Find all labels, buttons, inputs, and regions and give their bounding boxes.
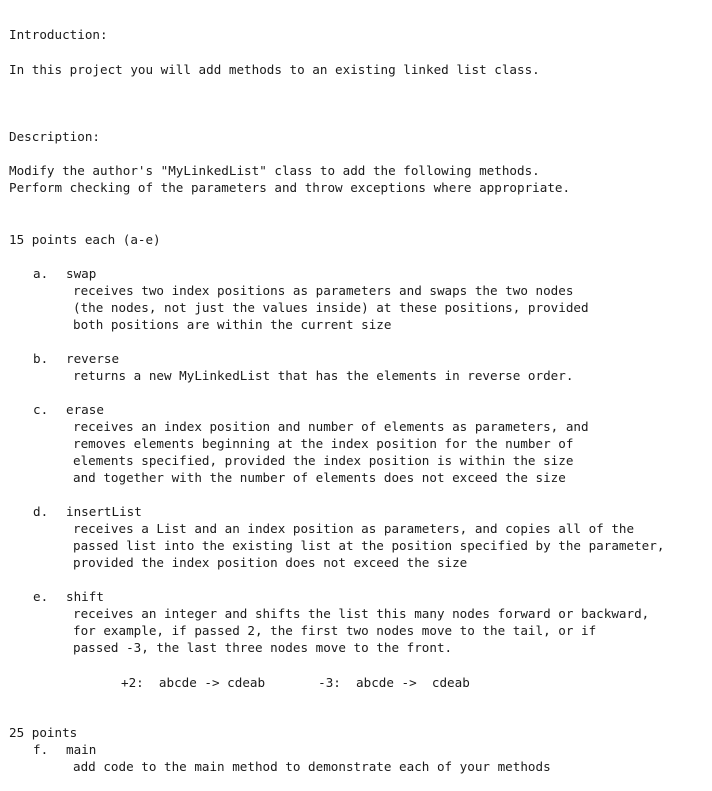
method-d-description-line: receives a List and an index position as parameters, and copies all of the [73, 521, 635, 536]
method-a-description-line: both positions are within the current size [73, 317, 392, 332]
description-heading: Description: [9, 129, 100, 144]
method-b-name: reverse [66, 351, 120, 366]
method-a-description-line: (the nodes, not just the values inside) at these positions, provided [73, 300, 589, 315]
method-a-description-line: receives two index positions as parameters and swaps the two nodes [73, 283, 574, 298]
method-c-letter: c. [33, 402, 49, 417]
description-line-2: Perform checking of the parameters and throw exceptions where appropriate. [9, 180, 571, 195]
method-e-name: shift [66, 589, 104, 604]
method-d-description-line: passed list into the existing list at the position specified by the parameter, [73, 538, 665, 553]
method-a-name: swap [66, 266, 97, 281]
method-c-name: erase [66, 402, 104, 417]
points-15-label: 15 points each (a-e) [9, 232, 161, 247]
method-f-name: main [66, 742, 97, 757]
method-b-letter: b. [33, 351, 49, 366]
method-e-description-line: receives an integer and shifts the list this many nodes forward or backward, [73, 606, 650, 621]
introduction-text: In this project you will add methods to an existing linked list class. [9, 62, 540, 77]
points-25-label: 25 points [9, 725, 78, 740]
shift-example: +2: abcde -> cdeab -3: abcde -> cdeab [121, 675, 470, 690]
method-b-description-line: returns a new MyLinkedList that has the elements in reverse order. [73, 368, 574, 383]
method-e-letter: e. [33, 589, 49, 604]
method-f-description-line: add code to the main method to demonstrate each of your methods [73, 759, 551, 774]
method-c-description-line: removes elements beginning at the index position for the number of [73, 436, 574, 451]
method-c-description-line: and together with the number of elements does not exceed the size [73, 470, 566, 485]
method-c-description-line: receives an index position and number of elements as parameters, and [73, 419, 589, 434]
method-e-description-line: passed -3, the last three nodes move to the front. [73, 640, 453, 655]
method-d-name: insertList [66, 504, 142, 519]
method-e-description-line: for example, if passed 2, the first two nodes move to the tail, or if [73, 623, 597, 638]
method-d-letter: d. [33, 504, 49, 519]
method-d-description-line: provided the index position does not exceed the size [73, 555, 468, 570]
introduction-heading: Introduction: [9, 27, 108, 42]
method-f-letter: f. [33, 742, 49, 757]
method-a-letter: a. [33, 266, 49, 281]
method-c-description-line: elements specified, provided the index position is within the size [73, 453, 574, 468]
description-line-1: Modify the author's "MyLinkedList" class to add the following methods. [9, 163, 540, 178]
